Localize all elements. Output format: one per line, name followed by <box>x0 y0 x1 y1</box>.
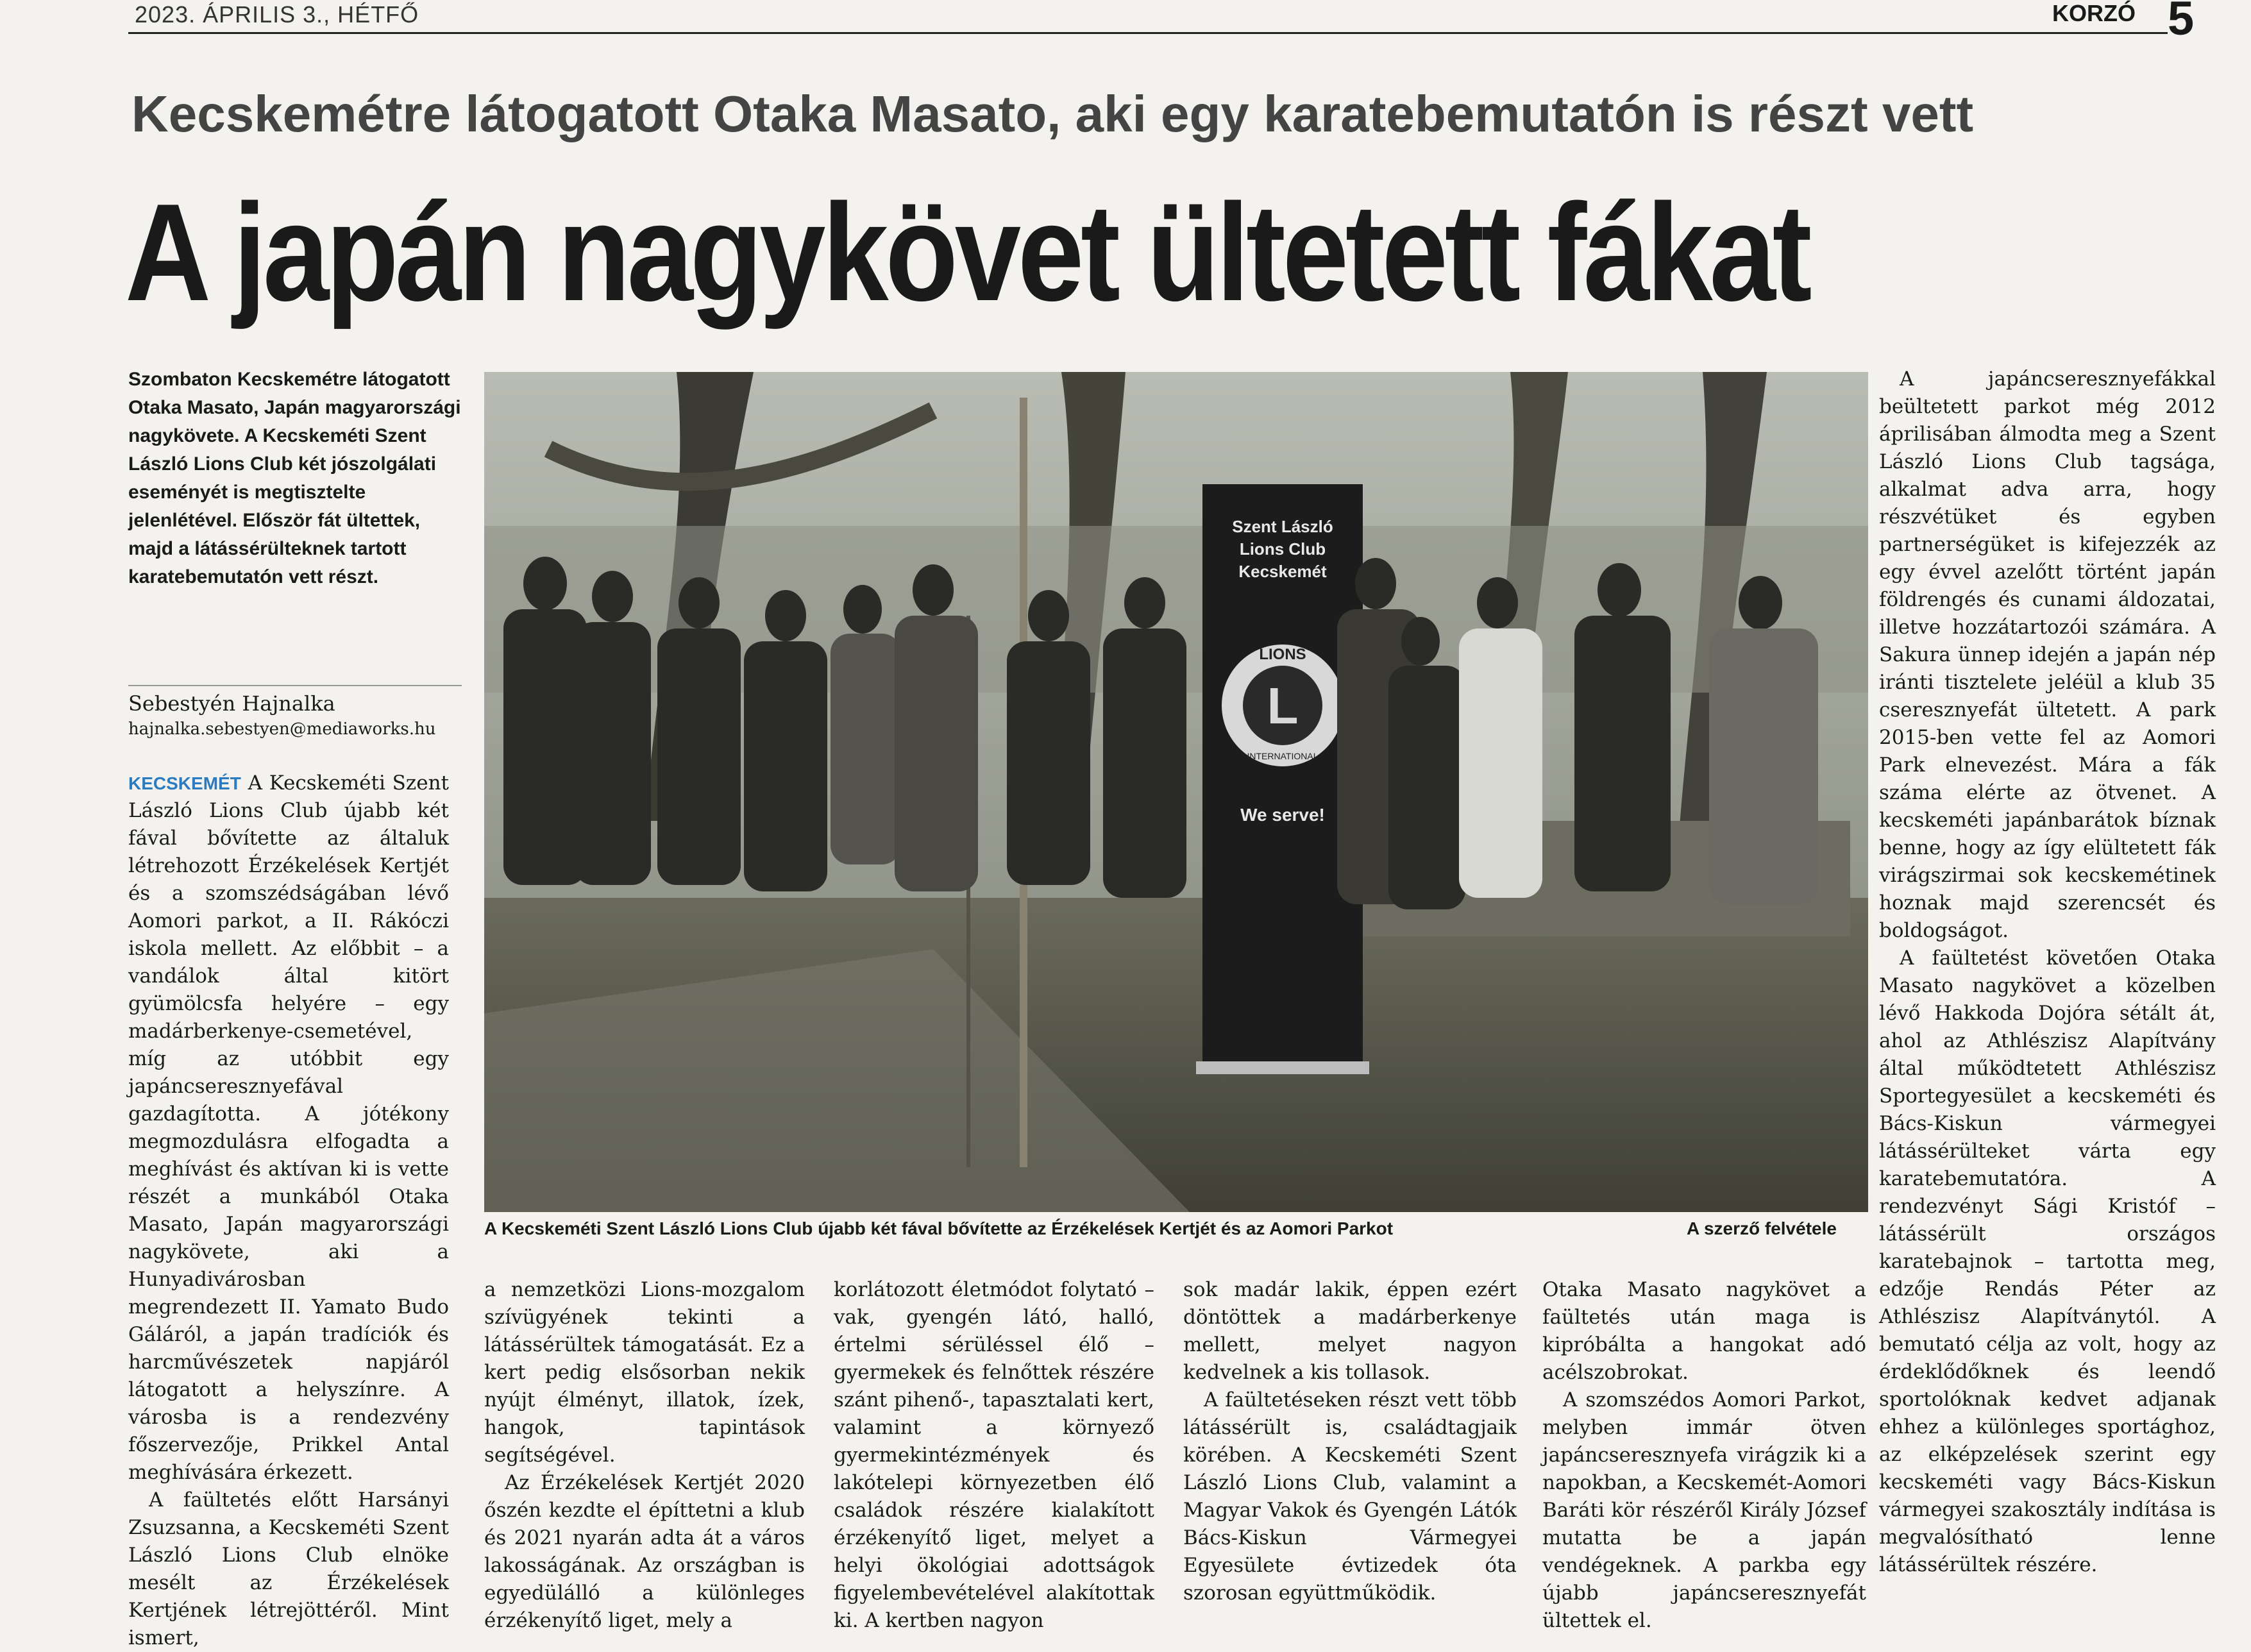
body-column-6 <box>1879 366 2216 1579</box>
kicker: Kecskemétre látogatott Otaka Masato, aki egy karatebemutatón is részt vett <box>131 85 1974 142</box>
body-paragraph: A faültetést követően Otaka Masato nagykövet a közelben lévő Hakkoda Dojóra sétált át, ahol az Athlészisz Alapítvány által működtetett Athlészisz Sportegyesület a kecskeméti és Bács-Kiskun vármegyei látássérülteket várta egy karatebemutatóra. A rendezvényt Sági Kristóf – látássérült országos karatebajnok – tartotta meg, edzője Rendás Péter az Athlészisz Alapítványtól. A bemutató célja az volt, hogy az érdeklődőknek és leendő sportolóknak kedvet adjanak ehhez a különleges sportághoz, az elképzelések szerint egy kecskeméti vagy Bács-Kiskun vármegyei szakosztály indítása is megvalósítható lenne látássérültek részére. <box>1879 947 2216 1576</box>
body-column-1 <box>128 770 449 1652</box>
body-paragraph: A faültetés előtt Harsányi Zsuzsanna, a Kecskeméti Szent László Lions Club elnöke mesélt az Érzékelések Kertjének létrejöttéről. Mint ismert, <box>128 1488 449 1649</box>
body-paragraph: A japáncseresznyefákkal beültetett parkot még 2012 áprilisában álmodta meg a Szent László Lions Club tagsága, alkalmat adva arra, hogy részvétüket és egyben partnerségüket is kifejezzék az egy évvel azelőtt történt japán földrengés és cunami áldozatai, illetve hozzátartozói számára. A Sakura ünnep idején a japán nép iránti tisztelete jeléül a klub 35 cseresznyefát ültetett. A park 2015-ben vette fel az Aomori Park elnevezést. Mára a fák száma elérte az ötvenet. A kecskeméti japánbarátok bíznak benne, hogy az így elültetett fák virágszirmai sok kecskemétinek hoznak majd szerencsét és boldogságot. <box>1879 367 2216 942</box>
body-paragraph: Otaka Masato nagykövet a faültetés után maga is kipróbálta a hangokat adó acélszobrokat. <box>1542 1278 1866 1384</box>
body-paragraph: korlátozott életmódot folytató – vak, gyengén látó, halló, értelmi sérüléssel élő – gyermekek és felnőttek részére szánt pihenő-, tapasztalati kert, valamint a környező gyermekintézmények és lakótelepi környezetben élő családok részére kialakított érzékenyítő liget, melyet a helyi ökológiai adottságok figyelembevételével alakítottak ki. A kertben nagyon <box>834 1278 1154 1632</box>
photo-illustration <box>484 372 1868 1212</box>
body-paragraph: sok madár lakik, éppen ezért döntöttek a madárberkenye mellett, melyet nagyon kedvelnek a kis tollasok. <box>1183 1278 1517 1384</box>
article-photo <box>484 372 1868 1212</box>
lead-paragraph: Szombaton Kecskemétre látogatott Otaka Masato, Japán magyarországi nagykövete. A Kecskeméti Szent László Lions Club két jószolgálati eseményét is megtisztelte jelenlétével. Először fát ültettek, majd a látássérülteknek tartott karatebemutatón vett részt. <box>128 369 461 587</box>
photo-caption: A Kecskeméti Szent László Lions Club újabb két fával bővítette az Érzékelések Kertjét és az Aomori Parkot <box>484 1218 1394 1238</box>
lions-logo-sub: INTERNATIONAL <box>1247 751 1319 761</box>
location-tag: KECSKEMÉT <box>128 773 241 793</box>
photo-credit: A szerző felvétele <box>1687 1218 1837 1238</box>
issue-date: 2023. ÁPRILIS 3., HÉTFŐ <box>135 1 419 28</box>
section-name: KORZÓ <box>2052 0 2136 26</box>
lions-logo-text: LIONS <box>1259 646 1306 663</box>
byline-author: Sebestyén Hajnalka <box>128 685 462 716</box>
body-paragraph: a nemzetközi Lions-mozgalom szívügyének tekinti a látássérültek támogatását. Ez a kert pedig elsősorban nekik nyújt élményt, illatok, ízek, hangok, tapintások segítségével. <box>484 1278 805 1467</box>
body-column-4 <box>1183 1276 1517 1607</box>
banner-line-1: Szent László <box>1232 517 1333 536</box>
body-column-5 <box>1542 1276 1866 1635</box>
body-text: A Kecskeméti Szent László Lions Club újabb két fával bővítette az általuk létrehozott Érzékelések Kertjét és a szomszédságában lévő Aomori parkot, a II. Rákóczi iskola mellett. Az előbbit – a vandálok által kitört gyümölcsfa helyére – egy madárberkenye-csemetével, míg az utóbbit egy japáncseresznyefával gazdagította. A jótékony megmozdulásra elfogadta a meghívást és aktívan ki is vette részét a munkából Otaka Masato, Japán magyarországi nagykövete, aki a Hunyadivárosban megrendezett II. Yamato Budo Gáláról, a japán tradíciók és harcművészetek napjáról látogatott a helyszínre. A városba is a rendezvény főszervezője, Prikkel Antal meghívására érkezett. <box>128 771 449 1484</box>
group-of-people <box>503 557 1818 909</box>
banner-line-3: Kecskemét <box>1238 562 1327 581</box>
body-column-3 <box>834 1276 1154 1635</box>
lions-logo-letter: L <box>1267 677 1299 734</box>
banner-line-2: Lions Club <box>1239 539 1326 559</box>
headline: A japán nagykövet ültetett fákat <box>125 174 1809 330</box>
page-number: 5 <box>2168 0 2195 45</box>
byline-email: hajnalka.sebestyen@mediaworks.hu <box>128 720 436 739</box>
body-paragraph <box>128 770 449 1487</box>
body-column-2 <box>484 1276 805 1635</box>
body-paragraph: A szomszédos Aomori Parkot, melyben immár ötven japáncseresznyefa virágzik ki a napokban, a Kecskemét-Aomori Baráti kör részéről Király József mutatta be a japán vendégeknek. A parkba egy újabb japáncseresznyefát ültettek el. <box>1542 1388 1866 1632</box>
body-paragraph: Az Érzékelések Kertjét 2020 őszén kezdte el építtetni a klub és 2021 nyarán adta át a város lakosságának. Az országban is egyedülálló a különleges érzékenyítő liget, mely a <box>484 1471 805 1632</box>
banner-motto: We serve! <box>1240 805 1325 825</box>
body-paragraph: A faültetéseken részt vett több látássérült is, családtagjaik körében. A Kecskeméti Szent László Lions Club, valamint a Magyar Vakok és Gyengén Látók Bács-Kiskun Vármegyei Egyesülete évtizedek óta szorosan együttműködik. <box>1183 1388 1517 1605</box>
page-header-rule <box>128 0 2168 34</box>
